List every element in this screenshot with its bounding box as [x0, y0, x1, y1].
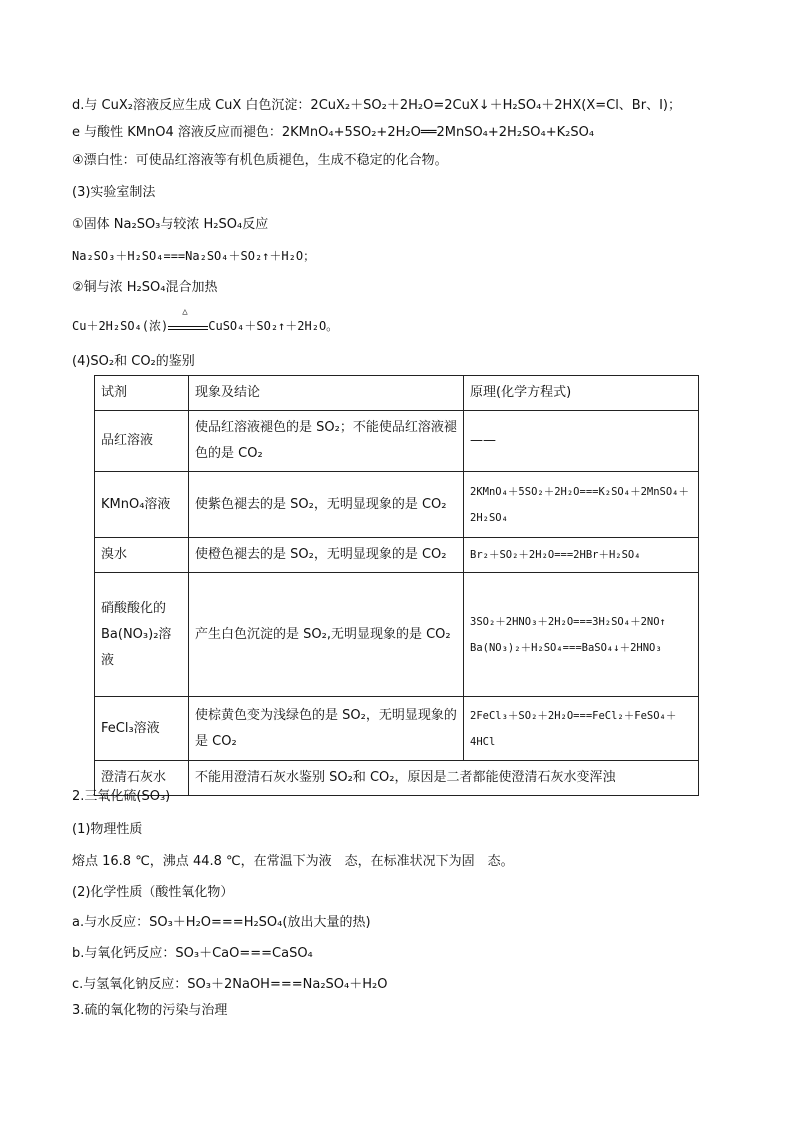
principle-cell: —— — [464, 411, 699, 472]
bleaching-line: ④漂白性：可使品红溶液等有机色质褪色，生成不稳定的化合物。 — [72, 153, 448, 168]
reagent-cell: FeCl₃溶液 — [95, 697, 189, 761]
physical-props-heading: (1)物理性质 — [72, 822, 143, 837]
reagent-cell: KMnO₄溶液 — [95, 472, 189, 538]
identification-table — [94, 375, 699, 796]
prep-method-2: ②铜与浓 H₂SO₄混合加热 — [72, 280, 218, 295]
principle-cell: Br₂＋SO₂＋2H₂O===2HBr＋H₂SO₄ — [464, 538, 699, 573]
table-row — [95, 761, 699, 796]
phenomenon-cell: 使品红溶液褪色的是 SO₂；不能使品红溶液褪色的是 CO₂ — [189, 411, 464, 472]
table-header-cell: 试剂 — [95, 376, 189, 411]
phenomenon-cell: 产生白色沉淀的是 SO₂,无明显现象的是 CO₂ — [189, 573, 464, 697]
table-header-cell: 原理(化学方程式) — [464, 376, 699, 411]
physical-props-text: 熔点 16.8 ℃，沸点 44.8 ℃，在常温下为液 态，在标准状况下为固 态。 — [72, 854, 514, 869]
heat-condition — [168, 307, 208, 330]
prep-equation-1: Na₂SO₃＋H₂SO₄===Na₂SO₄＋SO₂↑＋H₂O； — [72, 249, 316, 263]
table-header-row — [95, 376, 699, 411]
double-line-icon — [168, 326, 208, 330]
principle-cell: 2FeCl₃＋SO₂＋2H₂O===FeCl₂＋FeSO₄＋4HCl — [464, 697, 699, 761]
reagent-cell: 硝酸酸化的 Ba(NO₃)₂溶液 — [95, 573, 189, 697]
table-row — [95, 697, 699, 761]
phenomenon-cell: 不能用澄清石灰水鉴别 SO₂和 CO₂，原因是二者都能使澄清石灰水变浑浊 — [189, 761, 699, 796]
table-row — [95, 538, 699, 573]
table-header-cell: 现象及结论 — [189, 376, 464, 411]
phenomenon-cell: 使棕黄色变为浅绿色的是 SO₂，无明显现象的是 CO₂ — [189, 697, 464, 761]
phenomenon-cell: 使橙色褪去的是 SO₂，无明显现象的是 CO₂ — [189, 538, 464, 573]
reaction-naoh: c.与氢氧化钠反应：SO₃＋2NaOH===Na₂SO₄＋H₂O — [72, 977, 388, 992]
heat-triangle-icon: △ — [182, 307, 188, 317]
principle-cell: 3SO₂＋2HNO₃＋2H₂O===3H₂SO₄＋2NO↑ Ba(NO₃)₂＋H₂SO₄===BaSO₄↓＋2HNO₃ — [464, 573, 699, 697]
reaction-cao: b.与氧化钙反应：SO₃＋CaO===CaSO₄ — [72, 946, 313, 961]
reaction-cux2-line: d.与 CuX₂溶液反应生成 CuX 白色沉淀：2CuX₂＋SO₂＋2H₂O=2CuX↓＋H₂SO₄＋2HX(X=Cl、Br、I)； — [72, 98, 681, 113]
phenomenon-cell: 使紫色褪去的是 SO₂，无明显现象的是 CO₂ — [189, 472, 464, 538]
reagent-cell: 澄清石灰水 — [95, 761, 189, 796]
prep-equation-2 — [72, 307, 339, 336]
so3-heading: 2.三氧化硫(SO₃) — [72, 789, 171, 804]
reaction-water: a.与水反应：SO₃＋H₂O===H₂SO₄(放出大量的热) — [72, 915, 371, 930]
lab-prep-heading: (3)实验室制法 — [72, 185, 156, 200]
equation-reactants: Cu＋2H₂SO₄(浓) — [72, 319, 169, 333]
reaction-kmno4-line: e 与酸性 KMnO4 溶液反应而褪色：2KMnO₄+5SO₂+2H₂O══2MnSO₄+2H₂SO₄+K₂SO₄ — [72, 125, 595, 140]
equation-products: CuSO₄＋SO₂↑＋2H₂O。 — [208, 319, 339, 333]
table-row — [95, 411, 699, 472]
prep-method-1: ①固体 Na₂SO₃与较浓 H₂SO₄反应 — [72, 217, 269, 232]
chemical-props-heading: (2)化学性质（酸性氧化物） — [72, 885, 234, 900]
principle-cell: 2KMnO₄＋5SO₂＋2H₂O===K₂SO₄＋2MnSO₄＋2H₂SO₄ — [464, 472, 699, 538]
pollution-heading: 3.硫的氧化物的污染与治理 — [72, 1003, 228, 1018]
identification-heading: (4)SO₂和 CO₂的鉴别 — [72, 354, 195, 369]
table-row — [95, 472, 699, 538]
table-row — [95, 573, 699, 697]
reagent-cell: 品红溶液 — [95, 411, 189, 472]
reagent-cell: 溴水 — [95, 538, 189, 573]
